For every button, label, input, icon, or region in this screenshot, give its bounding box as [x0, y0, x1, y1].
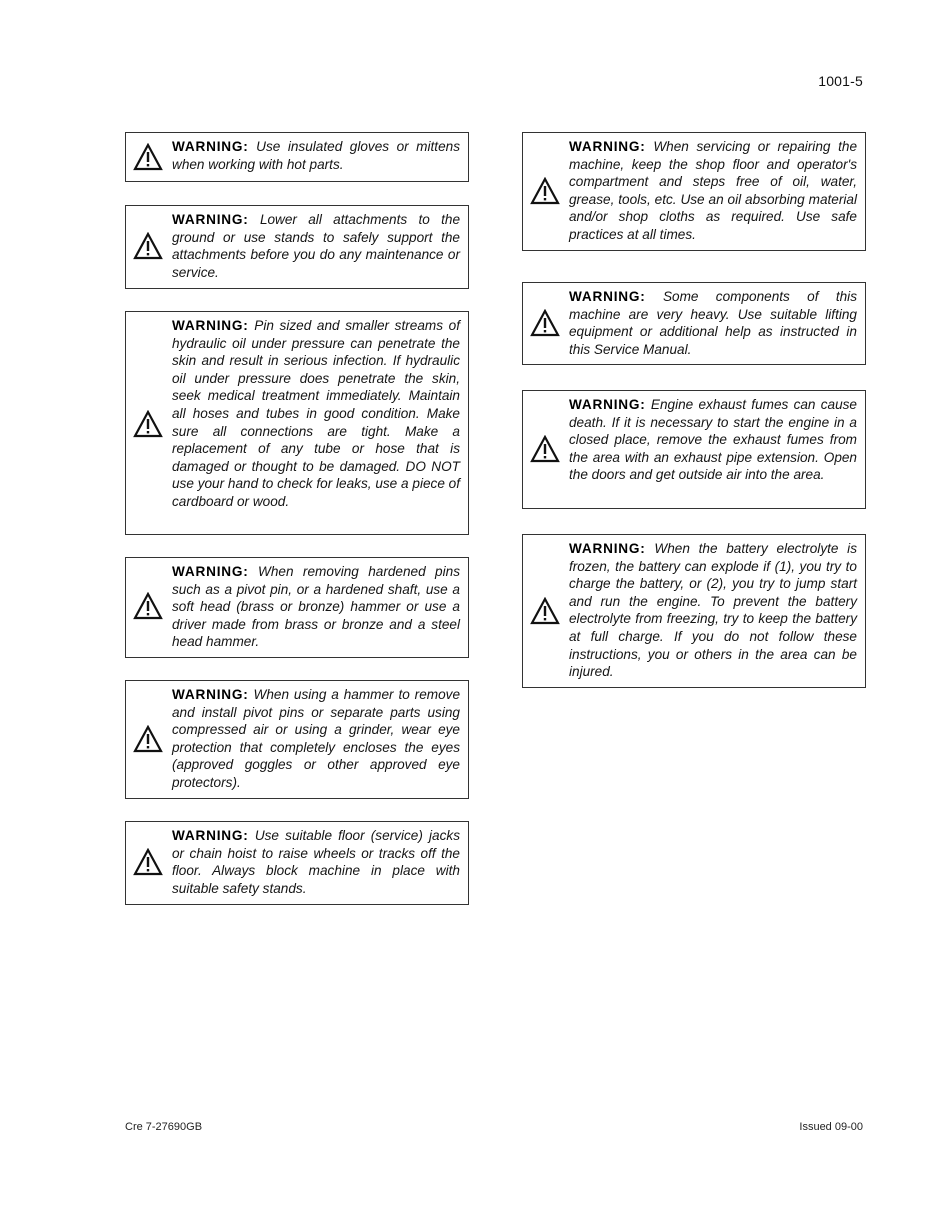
document-code: Cre 7-27690GB: [125, 1121, 203, 1133]
warning-label: WARNING:: [569, 289, 646, 304]
warning-triangle-icon: [133, 410, 163, 438]
warning-label: WARNING:: [172, 828, 249, 843]
warning-label: WARNING:: [172, 318, 249, 333]
warning-box-battery-electrolyte: [522, 534, 866, 688]
warning-text: Use suitable floor (service) jacks or chain hoist to raise wheels or tracks off the floor. Always block machine in place with suitable safety stands.: [172, 828, 460, 896]
warning-box-shop-floor: [522, 132, 866, 251]
warning-triangle-icon: [133, 848, 163, 876]
page-number: 1001-5: [818, 73, 863, 89]
warning-text: Pin sized and smaller streams of hydraulic oil under pressure can penetrate the skin and result in serious infection. If hydraulic oil under pressure does penetrate the skin, seek medical treatment immediately. Maintain all hoses and tubes in good condition. Make sure all connections are tight. Make a replacement of any tube or hose that is damaged or thought to be damaged. DO NOT use your hand to check for leaks, use a piece of cardboard or wood.: [172, 318, 460, 509]
warning-text: Engine exhaust fumes can cause death. If it is necessary to start the engine in a closed place, remove the exhaust fumes from the area with an exhaust pipe extension. Open the doors and get outside air into the area.: [569, 397, 857, 483]
warning-label: WARNING:: [569, 139, 646, 154]
warning-box-hot-parts: [125, 132, 469, 182]
warning-box-hydraulic-oil: [125, 311, 469, 535]
warning-label: WARNING:: [569, 541, 646, 556]
warning-text: When servicing or repairing the machine, keep the shop floor and operator's compartment and steps free of oil, water, grease, tools, etc. Use an oil absorbing material and/or shop cloths as required. Use safe practices at all times.: [569, 139, 857, 242]
warning-box-attachments: [125, 205, 469, 289]
warning-box-floor-jacks: [125, 821, 469, 905]
warning-label: WARNING:: [172, 212, 249, 227]
warning-triangle-icon: [133, 725, 163, 753]
warning-text: When removing hardened pins such as a pivot pin, or a hardened shaft, use a soft head (brass or bronze) hammer or use a driver made from brass or bronze and a steel head hammer.: [172, 564, 460, 650]
warning-triangle-icon: [530, 597, 560, 625]
warning-text: Some components of this machine are very heavy. Use suitable lifting equipment or additional help as instructed in this Service Manual.: [569, 289, 857, 357]
warning-box-hardened-pins: [125, 557, 469, 658]
warning-text: Use insulated gloves or mittens when working with hot parts.: [172, 139, 460, 172]
warning-triangle-icon: [133, 232, 163, 260]
warning-text: When using a hammer to remove and install pivot pins or separate parts using compressed air or using a grinder, wear eye protection that completely encloses the eyes (approved goggles or other approved eye protectors).: [172, 687, 460, 790]
warning-box-exhaust-fumes: [522, 390, 866, 509]
warning-text: When the battery electrolyte is frozen, the battery can explode if (1), you try to charge the battery, or (2), you try to jump start and run the engine. To prevent the battery electrolyte from freezing, try to keep the battery at full charge. If you do not follow these instructions, you or others in the area can be injured.: [569, 541, 857, 680]
warning-label: WARNING:: [172, 687, 249, 702]
warning-triangle-icon: [530, 309, 560, 337]
warning-text: Lower all attachments to the ground or use stands to safely support the attachments before you do any maintenance or service.: [172, 212, 461, 280]
warning-triangle-icon: [530, 177, 560, 205]
warning-box-eye-protection: [125, 680, 469, 799]
warning-triangle-icon: [530, 435, 560, 463]
warning-label: WARNING:: [172, 564, 249, 579]
warning-label: WARNING:: [172, 139, 249, 154]
warning-triangle-icon: [133, 143, 163, 171]
warning-triangle-icon: [133, 592, 163, 620]
warning-label: WARNING:: [569, 397, 646, 412]
warning-box-heavy-components: [522, 282, 866, 365]
issue-date: Issued 09-00: [799, 1121, 863, 1133]
